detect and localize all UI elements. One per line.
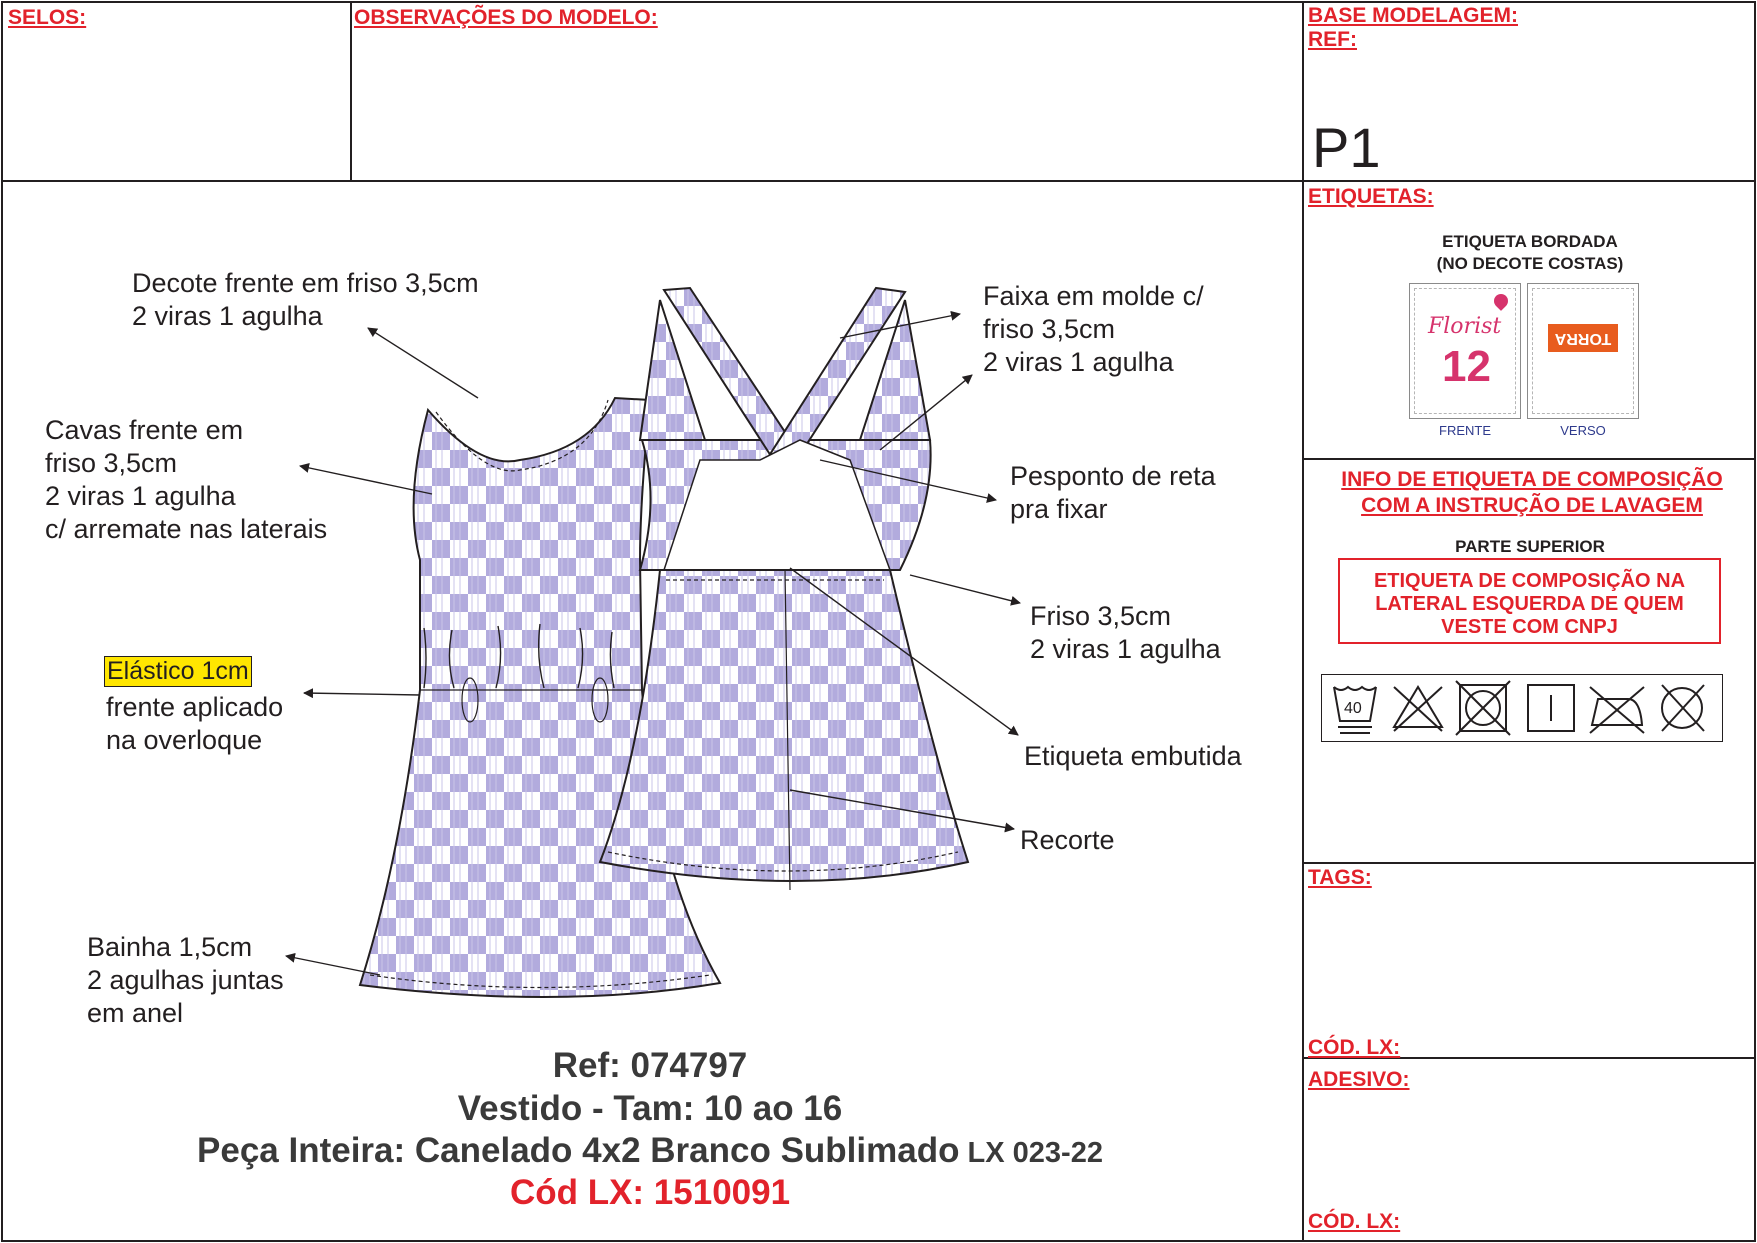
wash-temp: 40 xyxy=(1344,700,1362,717)
line-dry-icon xyxy=(1528,685,1574,731)
annotation-cavas: Cavas frente em friso 3,5cm 2 viras 1 agulha c/ arremate nas laterais xyxy=(45,415,328,544)
composicao-box xyxy=(1338,558,1721,644)
annotation-elastico: frente aplicado na overloque xyxy=(106,692,284,755)
sidebar-divider xyxy=(1302,1,1304,1242)
cod-lx-label-adesivo: CÓD. LX: xyxy=(1308,1210,1401,1233)
footer-ref: Ref: 074797 xyxy=(552,1046,748,1085)
footer-peca-main: Peça Inteira: Canelado 4x2 Branco Sublimado xyxy=(197,1131,960,1170)
annotation-elastico-highlight: Elástico 1cm xyxy=(107,657,249,685)
annotation-etiqueta-embutida: Etiqueta embutida xyxy=(1024,741,1242,771)
label-front-number: 12 xyxy=(1442,342,1491,391)
info-line2: COM A INSTRUÇÃO DE LAVAGEM xyxy=(1361,494,1703,517)
info-line1: INFO DE ETIQUETA DE COMPOSIÇÃO xyxy=(1341,468,1723,491)
no-iron-icon xyxy=(1590,687,1644,733)
annotation-friso: Friso 3,5cm 2 viras 1 agulha xyxy=(1030,601,1221,664)
label-back-brand: TORRA xyxy=(1548,324,1618,352)
footer-vestido: Vestido - Tam: 10 ao 16 xyxy=(457,1089,843,1128)
parte-superior: PARTE SUPERIOR xyxy=(1455,537,1605,556)
footer-peca-code: LX 023-22 xyxy=(959,1137,1103,1169)
etiqueta-bordada-line1: ETIQUETA BORDADA xyxy=(1442,232,1618,251)
composicao-line1: ETIQUETA DE COMPOSIÇÃO NA xyxy=(1373,570,1686,592)
sidebar-divider-tags xyxy=(1302,862,1756,864)
annotation-bainha: Bainha 1,5cm 2 agulhas juntas em anel xyxy=(87,932,284,1028)
ref-label: REF: xyxy=(1308,28,1357,51)
selos-label: SELOS: xyxy=(8,6,87,29)
back-dress xyxy=(600,288,968,890)
care-symbols-svg xyxy=(1322,675,1722,741)
tags-label: TAGS: xyxy=(1308,866,1372,889)
label-back xyxy=(1527,283,1639,419)
sidebar-divider-info xyxy=(1302,458,1756,460)
footer-cod-lx: Cód LX: 1510091 xyxy=(509,1173,791,1212)
base-value: P1 xyxy=(1312,116,1381,179)
no-bleach-icon xyxy=(1394,687,1442,731)
frente-caption: FRENTE xyxy=(1439,423,1491,438)
sidebar-divider-etiquetas xyxy=(1302,180,1756,182)
care-symbols xyxy=(1321,674,1723,742)
adesivo-label: ADESIVO: xyxy=(1308,1068,1410,1091)
verso-caption: VERSO xyxy=(1560,423,1606,438)
no-dry-clean-icon xyxy=(1662,685,1704,731)
annotation-decote: Decote frente em friso 3,5cm 2 viras 1 agulha xyxy=(132,268,479,331)
observacoes-label: OBSERVAÇÕES DO MODELO: xyxy=(354,6,658,29)
footer-peca xyxy=(0,1131,1300,1173)
composicao-line3: VESTE COM CNPJ xyxy=(1441,616,1618,638)
label-front xyxy=(1409,283,1521,419)
annotation-faixa: Faixa em molde c/ friso 3,5cm 2 viras 1 agulha xyxy=(983,281,1204,377)
composicao-line2: LATERAL ESQUERDA DE QUEM xyxy=(1375,593,1684,615)
label-front-brand: Florist xyxy=(1428,314,1502,339)
cod-lx-label-tags: CÓD. LX: xyxy=(1308,1036,1401,1059)
etiquetas-label: ETIQUETAS: xyxy=(1308,185,1434,208)
annotation-recorte: Recorte xyxy=(1020,825,1115,855)
base-modelagem-label: BASE MODELAGEM: xyxy=(1308,4,1518,27)
no-tumble-dry-icon xyxy=(1456,681,1510,735)
etiqueta-bordada-line2: (NO DECOTE COSTAS) xyxy=(1436,254,1624,273)
annotation-pesponto: Pesponto de reta pra fixar xyxy=(1010,461,1216,524)
